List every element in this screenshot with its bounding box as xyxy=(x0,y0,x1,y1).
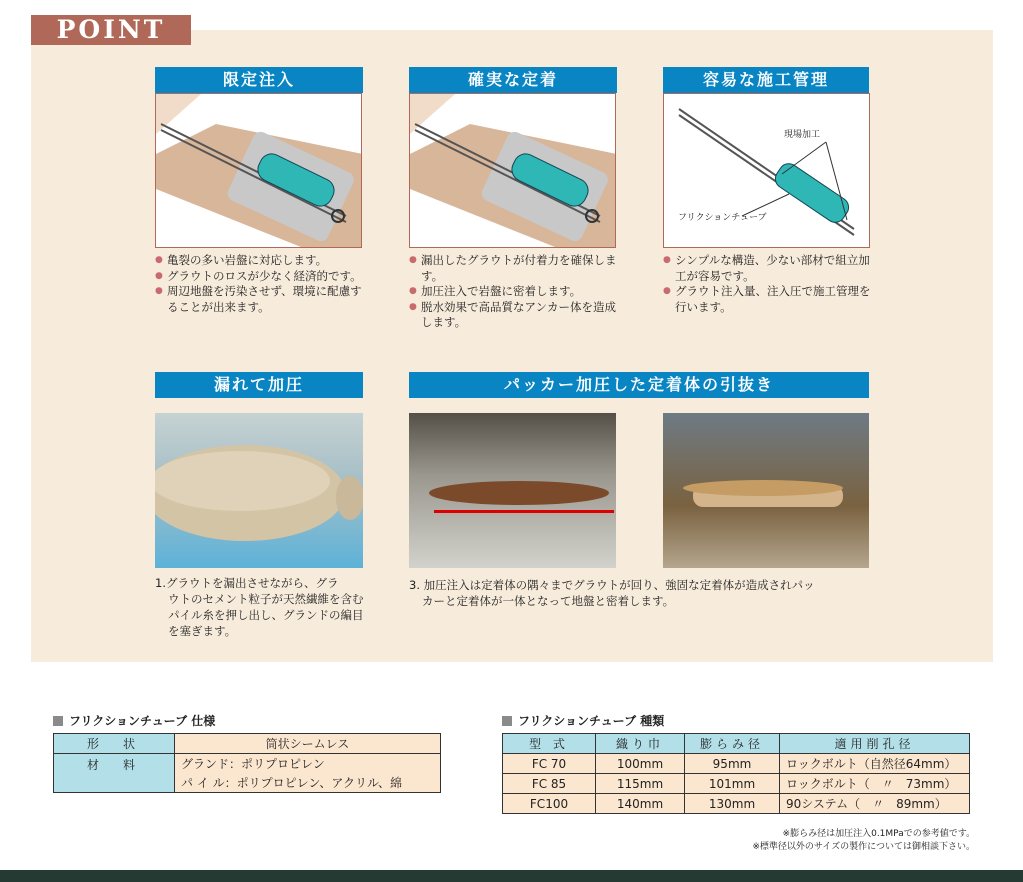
spec-material-value-2: パ イ ル：ポリプロピレン、アクリル、綿 xyxy=(175,773,441,793)
leak-photo xyxy=(155,413,363,568)
spec-title-prefix: フリクションチューブ xyxy=(69,714,188,728)
limited-injection-illustration xyxy=(155,93,362,248)
types-cell: 95mm xyxy=(685,754,780,774)
table-row xyxy=(503,754,970,774)
types-table xyxy=(502,733,970,814)
footer-bar xyxy=(0,870,1023,882)
feature-title-easy-management: 容易な施工管理 xyxy=(663,67,869,93)
types-header-diameter: 膨らみ径 xyxy=(685,734,780,754)
point-tab: POINT xyxy=(31,15,191,45)
pull-caption-rest: カーと定着体が一体となって地盤と密着します。 xyxy=(422,594,675,608)
types-header-width: 織り巾 xyxy=(596,734,685,754)
feature-title-limited-injection: 限定注入 xyxy=(155,67,363,93)
bullet: ● 漏出したグラウトが付着力を確保します。 xyxy=(409,253,619,284)
bullet: ● グラウト注入量、注入圧で施工管理を行います。 xyxy=(663,284,873,315)
types-note-2: ※標準径以外のサイズの製作については御相談下さい。 xyxy=(752,842,975,852)
bullet: ● グラウトのロスが少なく経済的です。 xyxy=(155,269,365,285)
types-cell: 140mm xyxy=(596,794,685,814)
spec-material-label: 材 料 xyxy=(54,754,175,793)
leak-title: 漏れて加圧 xyxy=(155,372,363,398)
label-friction-tube: フリクションチューブ xyxy=(678,213,767,223)
spec-shape-value: 筒状シームレス xyxy=(175,734,441,754)
pull-caption xyxy=(409,577,879,609)
pull-title: パッカー加圧した定着体の引抜き xyxy=(409,372,869,398)
types-cell: ロックボルト（ 〃 73mm） xyxy=(780,774,970,794)
spec-material-value-1: グランド：ポリプロピレン xyxy=(175,754,441,774)
types-title-prefix: フリクションチューブ xyxy=(518,714,637,728)
types-title xyxy=(502,712,664,729)
spec-table xyxy=(53,733,441,793)
types-cell: FC 85 xyxy=(503,774,596,794)
square-icon xyxy=(53,716,63,726)
easy-management-illustration xyxy=(663,93,870,248)
types-cell: 101mm xyxy=(685,774,780,794)
types-header-model: 型 式 xyxy=(503,734,596,754)
table-row xyxy=(503,774,970,794)
feature-bullets-1 xyxy=(155,253,365,315)
leak-caption-first: 1.グラウトを漏出させながら、グラ xyxy=(155,576,339,590)
secure-anchorage-illustration xyxy=(409,93,616,248)
types-cell: FC100 xyxy=(503,794,596,814)
types-cell: 90システム（ 〃 89mm） xyxy=(780,794,970,814)
types-cell: 130mm xyxy=(685,794,780,814)
pull-caption-first: 3. 加圧注入は定着体の隅々までグラウトが回り、強固な定着体が造成されパッ xyxy=(409,578,815,592)
types-cell: FC 70 xyxy=(503,754,596,774)
bullet: ● 脱水効果で高品質なアンカー体を造成します。 xyxy=(409,300,619,331)
bullet: ● シンプルな構造、少ない部材で組立加工が容易です。 xyxy=(663,253,873,284)
label-field-processing: 現場加工 xyxy=(784,130,821,140)
square-icon xyxy=(502,716,512,726)
feature-bullets-3 xyxy=(663,253,873,315)
bullet: ● 周辺地盤を汚染させず、環境に配慮することが出来ます。 xyxy=(155,284,365,315)
types-title-suffix: 種類 xyxy=(640,714,665,728)
bullet: ● 亀裂の多い岩盤に対応します。 xyxy=(155,253,365,269)
pull-photo-2 xyxy=(663,413,869,568)
types-cell: 100mm xyxy=(596,754,685,774)
types-header-hole: 適用削孔径 xyxy=(780,734,970,754)
spec-shape-label: 形 状 xyxy=(54,734,175,754)
pull-photo-1 xyxy=(409,413,616,568)
feature-bullets-2 xyxy=(409,253,619,331)
table-row xyxy=(503,794,970,814)
spec-title-suffix: 仕様 xyxy=(191,714,216,728)
leak-caption xyxy=(155,575,370,639)
types-cell: 115mm xyxy=(596,774,685,794)
leak-caption-rest: ウトのセメント粒子が天然繊維を含むパイル糸を押し出し、グランドの編目を塞ぎます。 xyxy=(168,592,364,638)
bullet: ● 加圧注入で岩盤に密着します。 xyxy=(409,284,619,300)
spec-title xyxy=(53,712,215,729)
feature-title-secure-anchorage: 確実な定着 xyxy=(409,67,617,93)
types-note-1: ※膨らみ径は加圧注入0.1MPaでの参考値です。 xyxy=(782,829,975,839)
types-cell: ロックボルト（自然径64mm） xyxy=(780,754,970,774)
